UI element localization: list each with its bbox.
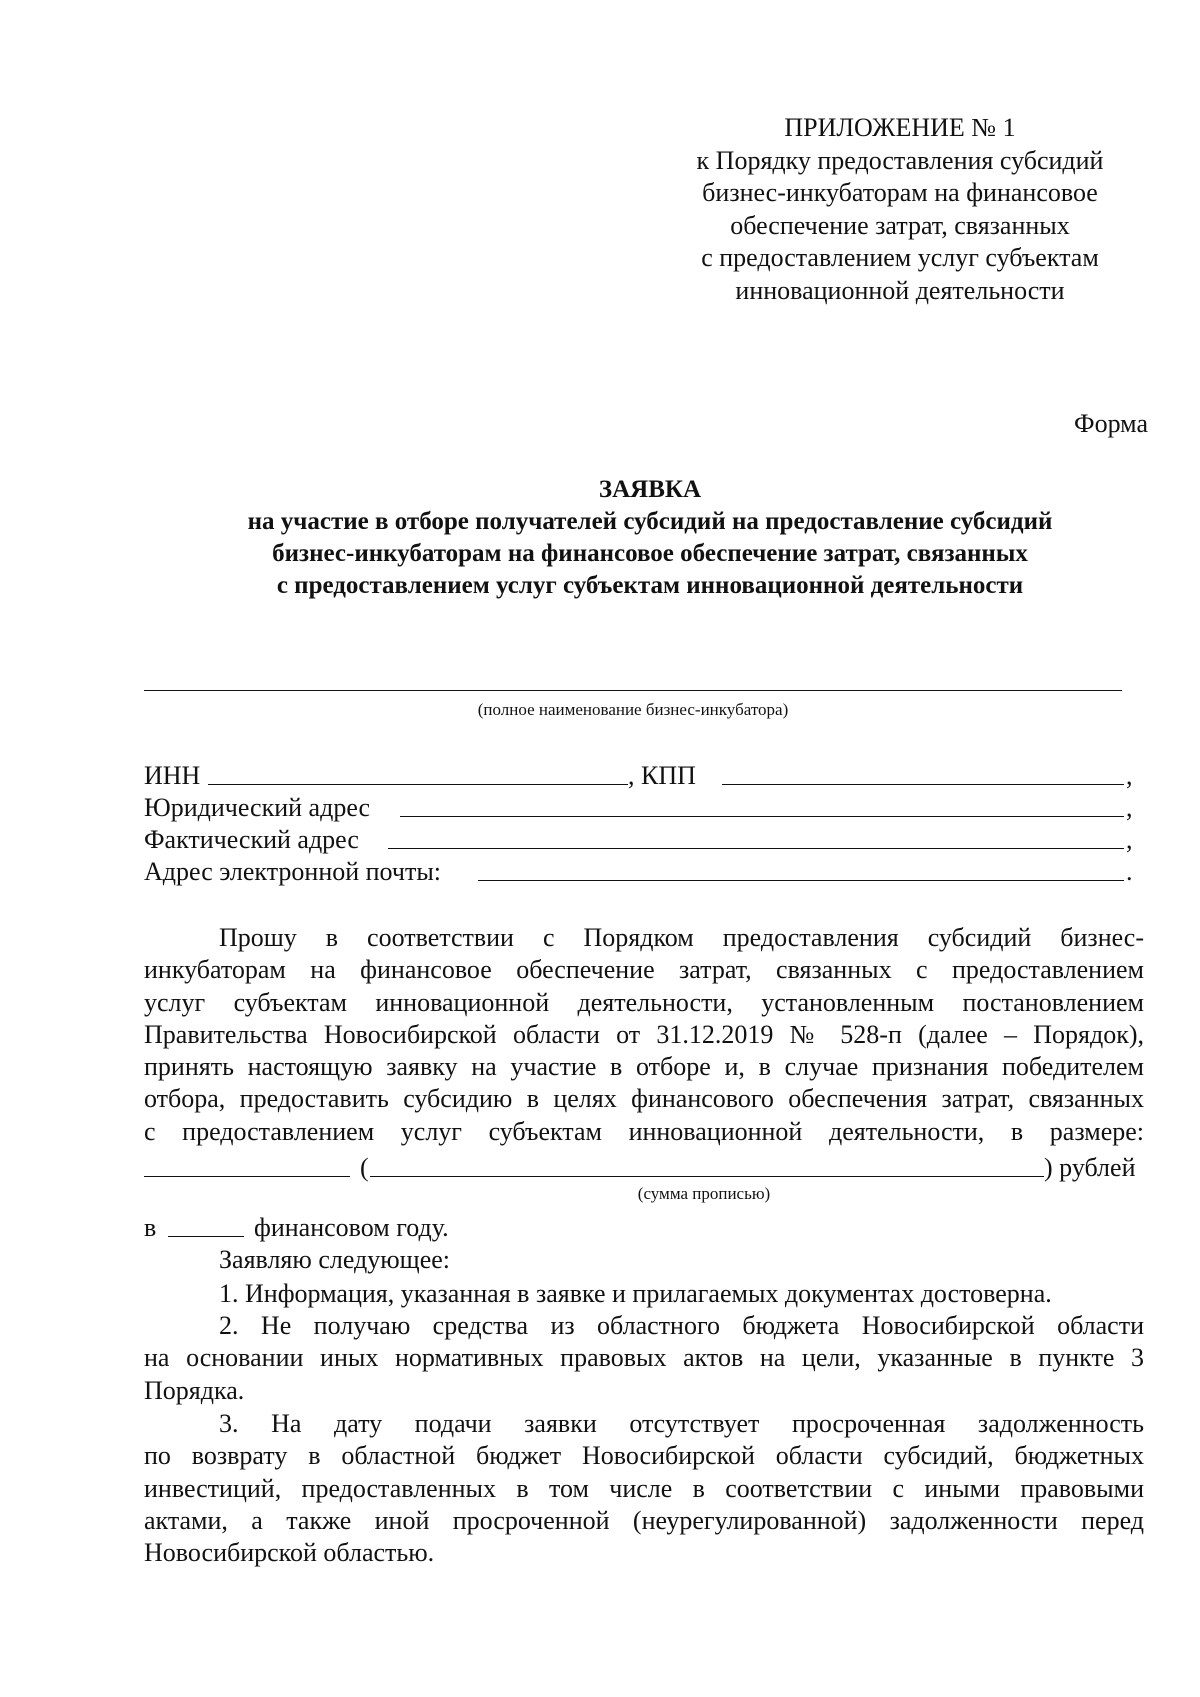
appendix-line: к Порядку предоставления субсидий [696, 145, 1104, 175]
inn-field[interactable] [208, 784, 628, 785]
paragraph-line: актами, а также иной просроченной (неурегулированной) задолженности перед [144, 1505, 1144, 1535]
document-title [120, 474, 1180, 602]
title-line: с предоставлением услуг субъектам инновационной деятельности [276, 572, 1024, 599]
email-row [144, 856, 1144, 888]
email-field[interactable] [478, 880, 1124, 881]
request-paragraph [144, 922, 1144, 1148]
amount-open-paren: ( [360, 1153, 369, 1182]
paragraph-line: с предоставлением услуг субъектам инновационной деятельности, в размере: [144, 1116, 1144, 1146]
comma: , [1126, 761, 1133, 790]
actual-address-field[interactable] [388, 848, 1124, 849]
fullname-caption: (полное наименование бизнес-инкубатора) [477, 700, 789, 719]
form-label: Форма [1074, 409, 1148, 438]
email-label: Адрес электронной почты: [144, 857, 442, 886]
comma: , [1126, 793, 1133, 822]
declaration-item-1: 1. Информация, указанная в заявке и прилагаемых документах достоверна. [219, 1279, 1052, 1308]
year-suffix: финансовом году. [254, 1213, 449, 1242]
appendix-header [660, 112, 1140, 307]
year-field[interactable] [168, 1236, 244, 1237]
title-line: бизнес-инкубаторам на финансовое обеспечение затрат, связанных [272, 540, 1028, 567]
appendix-heading: ПРИЛОЖЕНИЕ № 1 [784, 113, 1016, 142]
kpp-label: , КПП [628, 761, 696, 790]
paragraph-line: на основании иных нормативных правовых актов на цели, указанные в пункте 3 [144, 1343, 1144, 1373]
appendix-line: инновационной деятельности [735, 275, 1065, 305]
paragraph-line: 3. На дату подачи заявки отсутствует просроченная задолженность [219, 1409, 1144, 1438]
year-row [144, 1212, 1144, 1244]
paragraph-line: по возврату в областной бюджет Новосибирской области субсидий, бюджетных [144, 1441, 1144, 1471]
appendix-line: обеспечение затрат, связанных [730, 210, 1070, 240]
paragraph-line: отбора, предоставить субсидию в целях финансового обеспечения затрат, связанных [144, 1084, 1144, 1114]
inn-label: ИНН [144, 761, 201, 790]
inn-kpp-row [144, 760, 1144, 792]
declaration-item-3 [144, 1408, 1144, 1569]
legal-address-row [144, 792, 1144, 824]
appendix-line: с предоставлением услуг субъектам [701, 243, 1099, 272]
paragraph-line: Прошу в соответствии с Порядком предоставления субсидий бизнес- [219, 923, 1144, 952]
declaration-item-2 [144, 1310, 1144, 1407]
declare-intro: Заявляю следующее: [219, 1245, 451, 1274]
paragraph-line: инвестиций, предоставленных в том числе в соответствии с иными правовыми [144, 1473, 1144, 1503]
actual-address-label: Фактический адрес [144, 825, 359, 854]
paragraph-line: Порядка. [144, 1375, 245, 1405]
paragraph-line: Правительства Новосибирской области от 31.12.2019 № 528-п (далее – Порядок), [144, 1019, 1144, 1049]
amount-number-field[interactable] [144, 1176, 350, 1177]
amount-currency: ) рублей [1044, 1153, 1136, 1182]
legal-address-label: Юридический адрес [144, 793, 371, 822]
paragraph-line: услуг субъектам инновационной деятельности, установленным постановлением [144, 987, 1144, 1017]
paragraph-line: принять настоящую заявку на участие в отборе и, в случае признания победителем [144, 1052, 1144, 1082]
title-line: на участие в отборе получателей субсидий на предоставление субсидий [247, 508, 1053, 535]
appendix-line: бизнес-инкубаторам на финансовое [702, 178, 1098, 207]
paragraph-line: Новосибирской областью. [144, 1538, 435, 1568]
period: . [1126, 857, 1133, 886]
comma: , [1126, 825, 1133, 854]
kpp-field[interactable] [722, 784, 1124, 785]
amount-row [144, 1152, 1144, 1184]
actual-address-row [144, 824, 1144, 856]
paragraph-line: 2. Не получаю средства из областного бюджета Новосибирской области [219, 1311, 1144, 1340]
title-main: ЗАЯВКА [598, 476, 702, 503]
amount-caption: (сумма прописью) [637, 1184, 771, 1203]
legal-address-field[interactable] [400, 816, 1124, 817]
amount-words-field[interactable] [370, 1176, 1044, 1177]
fullname-field[interactable] [144, 690, 1122, 691]
paragraph-line: инкубаторам на финансовое обеспечение затрат, связанных с предоставлением [144, 955, 1144, 985]
year-prefix: в [144, 1213, 157, 1242]
